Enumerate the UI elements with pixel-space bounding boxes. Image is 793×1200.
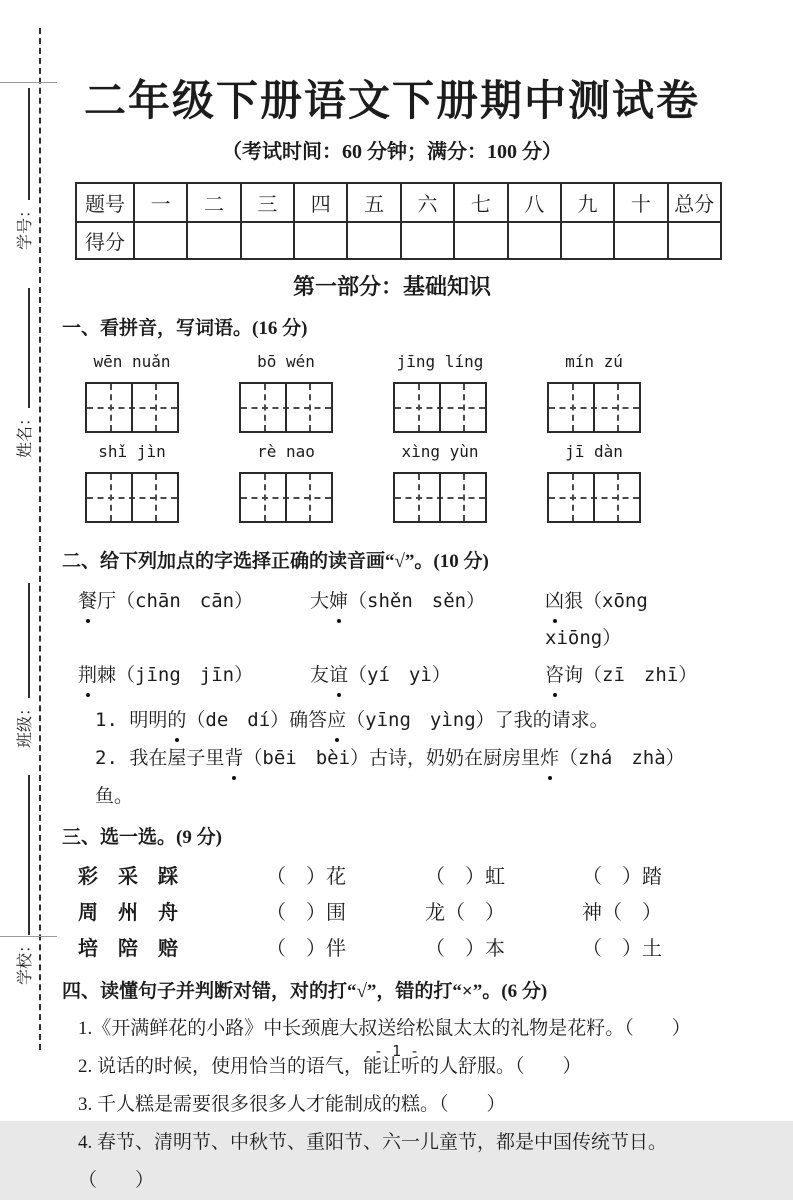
- dotted-character: 的: [167, 701, 186, 739]
- school-blank: [15, 775, 30, 935]
- student-id-label: 学号：: [17, 201, 34, 250]
- word-item: 友谊（yí yì）: [310, 657, 545, 694]
- choice-row: [62, 895, 722, 931]
- score-table-score-row: [76, 222, 721, 259]
- score-cell: [401, 222, 454, 259]
- q2-word-choices: [62, 583, 722, 694]
- student-id-blank: [15, 88, 30, 200]
- blank-item: （ ）围: [266, 902, 346, 924]
- q1-answer-grid: [62, 351, 722, 531]
- pinyin-label: mín zú: [565, 352, 623, 371]
- score-label: 得分: [76, 222, 134, 259]
- column-header: 十: [614, 183, 667, 222]
- column-header: 四: [294, 183, 347, 222]
- word-item: 荆棘（jīng jīn）: [78, 657, 310, 694]
- score-cell: [294, 222, 347, 259]
- score-cell: [668, 222, 721, 259]
- name-label: 姓名：: [17, 409, 34, 458]
- pinyin-label: rè nao: [257, 442, 315, 461]
- seal-label-class: [12, 583, 35, 748]
- blank-item: （ ）土: [582, 938, 662, 960]
- writing-grid-box: [239, 472, 333, 523]
- exam-time-score-info: （考试时间：60 分钟；满分：100 分）: [222, 141, 562, 163]
- dotted-character: 谊: [329, 657, 348, 694]
- dotted-character: 荆: [78, 657, 97, 694]
- column-header: 三: [241, 183, 294, 222]
- word-item: 餐厅（chān cān）: [78, 583, 310, 657]
- class-label: 班级：: [17, 699, 34, 748]
- score-cell: [614, 222, 667, 259]
- seal-label-name: [12, 288, 35, 458]
- writing-grid-box: [239, 382, 333, 433]
- column-header: 九: [561, 183, 614, 222]
- q4-judgement-items: [62, 1010, 722, 1200]
- q4-heading: 四、读懂句子并判断对错，对的打“√”，错的打“×”。(6 分): [62, 981, 548, 1002]
- score-cell: [241, 222, 294, 259]
- word-item: 咨询（zī zhī）: [545, 657, 722, 694]
- q3-choice-rows: [62, 859, 722, 967]
- score-cell: [187, 222, 240, 259]
- judgement-item: 3. 千人糕是需要很多很多人才能制成的糕。（ ）: [78, 1094, 506, 1115]
- writing-grid-box: [547, 472, 641, 523]
- writing-grid-box: [85, 472, 179, 523]
- q1-heading: 一、看拼音，写词语。(16 分): [62, 318, 308, 339]
- writing-grid-box: [393, 472, 487, 523]
- page-title: 二年级下册语文下册期中测试卷: [83, 79, 700, 125]
- score-cell: [454, 222, 507, 259]
- q3-heading: 三、选一选。(9 分): [62, 827, 222, 848]
- q2-heading: 二、给下列加点的字选择正确的读音画“√”。(10 分): [62, 551, 489, 572]
- dotted-character: 应: [327, 701, 346, 739]
- judgement-item: 2. 说话的时候，使用恰当的语气，能让听的人舒服。（ ）: [78, 1056, 582, 1077]
- q1-column: [85, 351, 179, 531]
- pinyin-label: jīng líng: [396, 352, 484, 371]
- q1-column: [239, 351, 333, 531]
- blank-item: （ ）本: [425, 938, 505, 960]
- score-table: [75, 182, 722, 260]
- writing-grid-box: [85, 382, 179, 433]
- question-number-label: 题号: [76, 183, 134, 222]
- school-label: 学校：: [17, 936, 34, 985]
- blank-item: （ ）虹: [425, 866, 505, 888]
- column-header: 八: [508, 183, 561, 222]
- blank-item: （ ）花: [266, 866, 346, 888]
- score-cell: [347, 222, 400, 259]
- character-options: 周 州 舟: [78, 902, 178, 924]
- q1-column: [547, 351, 641, 531]
- dotted-character: 婶: [329, 583, 348, 620]
- character-options: 彩 采 踩: [78, 866, 178, 888]
- dotted-character: 凶: [545, 583, 564, 620]
- dotted-character: 咨: [545, 657, 564, 694]
- writing-grid-box: [547, 382, 641, 433]
- binding-dashed-line: [39, 28, 41, 1050]
- word-item: 凶狠（xōng xiōng）: [545, 583, 722, 657]
- choice-row: [62, 931, 722, 967]
- sentence-item: 1. 明明的（de dí）确答应（yīng yìng）了我的请求。: [62, 701, 722, 739]
- column-header: 五: [347, 183, 400, 222]
- q1-column: [393, 351, 487, 531]
- column-header: 六: [401, 183, 454, 222]
- blank-item: （ ）伴: [266, 938, 346, 960]
- part1-heading: 第一部分：基础知识: [292, 274, 491, 299]
- choice-row: [62, 859, 722, 895]
- seal-label-school: [12, 775, 35, 985]
- dotted-character: 炸: [540, 739, 559, 777]
- pinyin-label: wēn nuǎn: [93, 352, 171, 371]
- word-item: 大婶（shěn sěn）: [310, 583, 545, 657]
- pinyin-label: jī dàn: [565, 442, 623, 461]
- pinyin-label: bō wén: [257, 352, 315, 371]
- writing-grid-box: [393, 382, 487, 433]
- column-header: 二: [187, 183, 240, 222]
- score-table-header-row: [76, 183, 721, 222]
- column-header: 总分: [668, 183, 721, 222]
- class-blank: [15, 583, 30, 698]
- sentence-item: 2. 我在屋子里背（bēi bèi）古诗，奶奶在厨房里炸（zhá zhà）鱼。: [62, 739, 722, 815]
- judgement-item: 1.《开满鲜花的小路》中长颈鹿大叔送给松鼠太太的礼物是花籽。（ ）: [78, 1018, 691, 1039]
- score-cell: [508, 222, 561, 259]
- column-header: 一: [134, 183, 187, 222]
- pinyin-label: shǐ jìn: [98, 442, 166, 461]
- score-cell: [134, 222, 187, 259]
- blank-item: （ ）踏: [582, 866, 662, 888]
- score-cell: [561, 222, 614, 259]
- seal-label-student-id: [12, 88, 35, 250]
- exam-content: [62, 0, 722, 1200]
- page-number: - 1 -: [373, 1042, 420, 1060]
- blank-item: 龙（ ）: [425, 902, 505, 924]
- blank-item: 神（ ）: [582, 902, 662, 924]
- column-header: 七: [454, 183, 507, 222]
- dotted-character: 餐: [78, 583, 97, 620]
- margin-tick-top: [0, 82, 57, 83]
- dotted-character: 背: [224, 739, 243, 777]
- pinyin-label: xìng yùn: [401, 442, 479, 461]
- judgement-item: 4. 春节、清明节、中秋节、重阳节、六一儿童节，都是中国传统节日。（ ）: [78, 1132, 668, 1191]
- name-blank: [15, 288, 30, 408]
- q2-sentences: [62, 701, 722, 815]
- character-options: 培 陪 赔: [78, 938, 178, 960]
